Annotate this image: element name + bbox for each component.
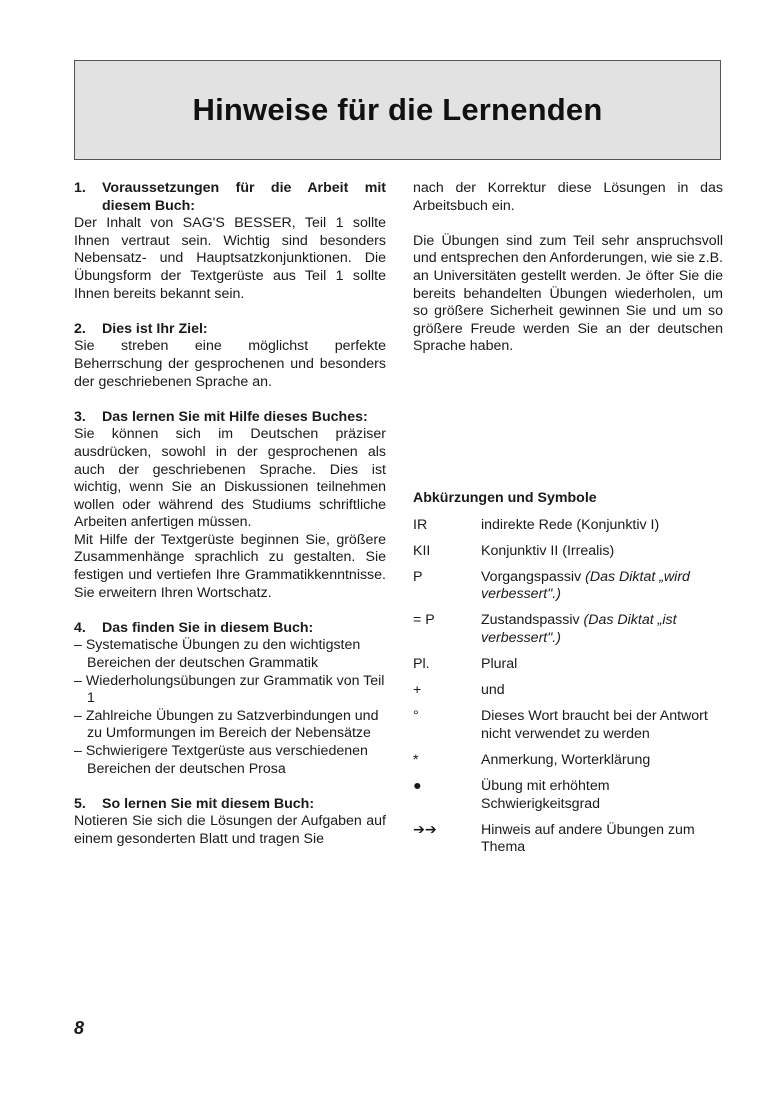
abbreviations-title: Abkürzungen und Symbole [413, 490, 597, 506]
right-column [413, 180, 723, 356]
section-number: 2. [74, 320, 86, 337]
section-body: Sie streben eine möglichst perfekte Beherrschung der gesprochenen und besonders der geschriebenen Sprache an. [74, 338, 386, 390]
page-number: 8 [74, 1018, 85, 1038]
content-list [74, 637, 386, 778]
abbreviation-row [413, 822, 725, 857]
section-body: Der Inhalt von SAG'S BESSER, Teil 1 sollte Ihnen vertraut sein. Wichtig sind besonders Nebensatz- und Hauptsatzkonjunktionen. Die Übungsform der Textgerüste aus Teil 1 sollte Ihnen bereits bekannt sein. [74, 215, 386, 302]
abbreviation-symbol: = P [413, 612, 435, 629]
abbreviation-row [413, 656, 725, 674]
abbreviation-row [413, 569, 725, 604]
abbreviation-row [413, 682, 725, 700]
left-column [74, 180, 386, 866]
section-title: Das lernen Sie mit Hilfe dieses Buches: [102, 408, 368, 425]
abbreviation-symbol: IR [413, 516, 428, 533]
abbreviation-row [413, 752, 725, 770]
abbreviation-example: (Das Diktat „ist verbessert".) [481, 612, 677, 647]
abbreviation-description: Hinweis auf andere Übungen zum Thema [481, 821, 695, 856]
abbreviation-symbol: + [413, 682, 422, 699]
section-title: Das finden Sie in diesem Buch: [102, 619, 314, 636]
abbreviation-row [413, 517, 725, 535]
continuation-paragraph: nach der Korrektur diese Lösungen in das Arbeitsbuch ein. [413, 180, 723, 214]
section-heading [74, 409, 386, 427]
page-title: Hinweise für die Lernenden [192, 92, 603, 127]
section-number: 5. [74, 795, 86, 812]
list-item: – Wiederholungsübungen zur Grammatik von Teil 1 [74, 672, 385, 707]
section-number: 4. [74, 619, 86, 636]
double-arrow-icon: ➔➔ [413, 821, 437, 838]
bullet-icon: ● [413, 778, 422, 795]
list-item: – Zahlreiche Übungen zu Satzverbindungen und zu Umformungen im Bereich der Nebensätze [74, 707, 379, 742]
title-box [74, 60, 721, 160]
list-item: – Systematische Übungen zu den wichtigsten Bereichen der deutschen Grammatik [74, 637, 361, 672]
abbreviation-description: Plural [481, 656, 518, 673]
abbreviation-row [413, 708, 725, 743]
section-2 [74, 321, 386, 391]
abbreviation-row [413, 612, 725, 647]
section-title: Dies ist Ihr Ziel: [102, 320, 208, 337]
abbreviation-description: Übung mit erhöhtem Schwierigkeitsgrad [481, 778, 610, 812]
abbreviation-symbol: KII [413, 542, 431, 559]
abbreviation-description: indirekte Rede (Konjunktiv I) [481, 516, 660, 533]
abbreviation-description: Vorgangspassiv (Das Diktat „wird verbessert".) [481, 568, 690, 603]
abbreviation-row [413, 778, 725, 813]
list-item: – Schwierigere Textgerüste aus verschiedenen Bereichen der deutschen Prosa [74, 743, 368, 777]
section-title: Voraussetzungen für die Arbeit mit diesem Buch: [102, 180, 386, 214]
section-body: Sie können sich im Deutschen präziser ausdrücken, sowohl in der gesprochenen als auch der geschriebenen Sprache. Dies ist wichtig, wenn Sie an Diskussionen teilnehmen wollen oder während des Studiums schriftliche Arbeiten anfertigen müssen. [74, 426, 386, 531]
abbreviation-example: (Das Diktat „wird verbessert".) [481, 568, 690, 603]
section-number: 3. [74, 408, 86, 425]
abbreviation-description: Konjunktiv II (Irrealis) [481, 542, 615, 559]
abbreviation-symbol: ° [413, 708, 419, 725]
abbreviation-description: Dieses Wort braucht bei der Antwort nicht verwendet zu werden [481, 708, 708, 742]
difficulty-paragraph: Die Übungen sind zum Teil sehr anspruchsvoll und entsprechen den Anforderungen, wie sie z.B. an Universitäten gestellt werden. Je öfter Sie die bereits behandelten Übungen wiederholen, um so größere Sicherheit gewinnen Sie und um so größere Freude werden Sie an der deutschen Sprache haben. [413, 232, 723, 355]
abbreviation-symbol: P [413, 568, 423, 585]
section-heading [74, 620, 386, 638]
section-body-2: Mit Hilfe der Textgerüste beginnen Sie, größere Zusammenhänge sprachlich zu gestalten. Sie festigen und vertiefen Ihre Grammatikkenntnisse. Sie erweitern Ihren Wortschatz. [74, 531, 386, 601]
abbreviation-row [413, 543, 725, 561]
section-heading [74, 321, 386, 339]
section-3 [74, 409, 386, 603]
section-title: So lernen Sie mit diesem Buch: [102, 795, 315, 812]
abbreviation-description: Anmerkung, Worterklärung [481, 752, 651, 769]
section-5 [74, 796, 386, 849]
abbreviations-section [413, 490, 725, 866]
section-heading [74, 796, 386, 814]
section-1 [74, 180, 386, 303]
section-number: 1. [74, 180, 86, 196]
abbreviation-symbol: * [413, 752, 419, 769]
section-heading [74, 180, 386, 215]
abbreviation-symbol: Pl. [413, 656, 430, 673]
section-4 [74, 620, 386, 778]
abbreviation-description: Zustandspassiv (Das Diktat „ist verbessert".) [481, 612, 677, 647]
abbreviation-description: und [481, 682, 505, 699]
section-body: Notieren Sie sich die Lösungen der Aufgaben auf einem gesonderten Blatt und tragen Sie [74, 813, 386, 847]
